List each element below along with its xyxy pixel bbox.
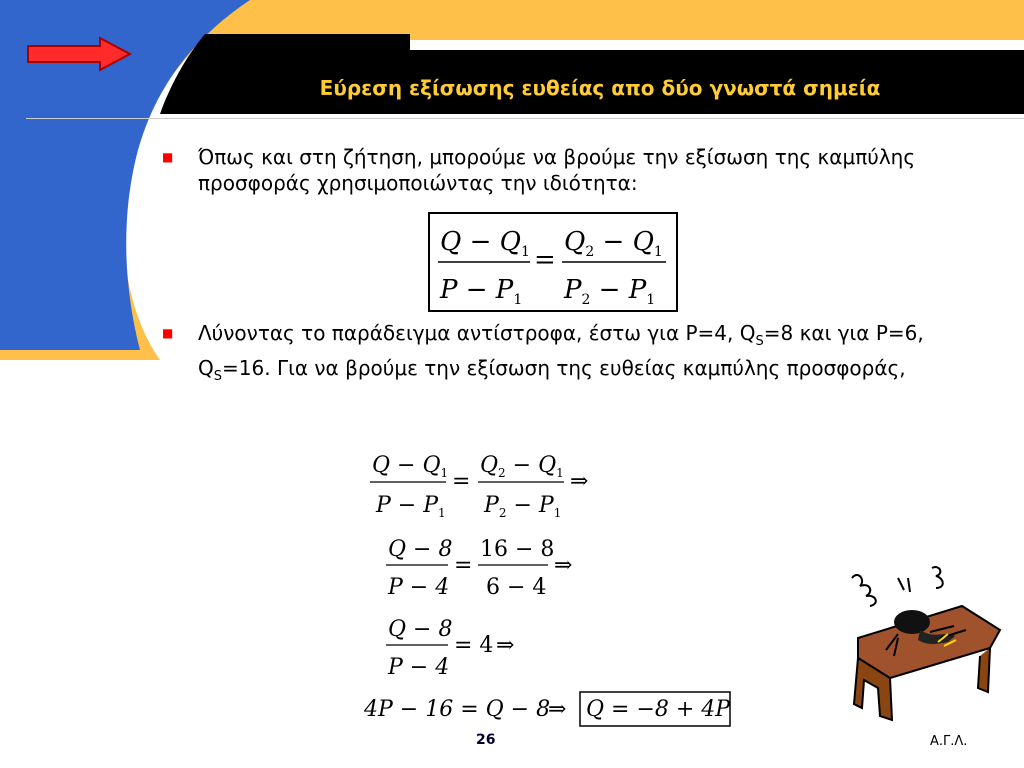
slide-number: 26 [476, 732, 496, 748]
square-bullet-icon: ■ [162, 326, 174, 340]
svg-text:⇒: ⇒ [548, 697, 567, 722]
result-equation: Q = −8 + 4P [586, 697, 731, 722]
svg-text:=: = [534, 245, 556, 275]
equation-step-2 [384, 528, 604, 606]
svg-text:⇒: ⇒ [496, 633, 515, 658]
svg-text:⇒: ⇒ [554, 553, 573, 578]
svg-text:P − 4: P − 4 [388, 575, 450, 600]
equation-step-3 [384, 610, 544, 686]
svg-text:6 − 4: 6 − 4 [486, 575, 547, 600]
svg-text:P − P1: $P - P_1$ [440, 275, 523, 308]
svg-text:Q2 − Q1: $Q_2 - Q_1$ [564, 227, 663, 260]
slide-title: Εύρεση εξίσωσης ευθείας απο δύο γνωστά σημεία [319, 76, 881, 100]
svg-text:P − P1: $P - P_1$ [376, 493, 446, 520]
svg-text:=: = [454, 553, 473, 578]
bullet-text: Όπως και στη ζήτηση, μπορούμε να βρούμε την εξίσωση της καμπύλης προσφοράς χρησιμοποιώντας την ιδιότητα: [198, 145, 916, 195]
svg-text:4P − 16 = Q − 8: 4P − 16 = Q − 8 [364, 697, 551, 722]
svg-text:Q2 − Q1: $Q_2 - Q_1$ [480, 453, 564, 480]
formula-lhs-num: Q − Q [440, 227, 521, 257]
svg-text:P2 − P1: $P_2 - P_1$ [564, 275, 656, 308]
equation-step-1 [366, 444, 616, 524]
square-bullet-icon: ■ [162, 150, 174, 164]
svg-text:P2 − P1: $P_2 - P_1$ [484, 493, 562, 520]
svg-text:Q − 8: Q − 8 [388, 617, 453, 642]
svg-text:Q − Q1: $Q - Q_1$ [372, 453, 449, 480]
equation-step-4 [360, 688, 740, 730]
svg-text:⇒: ⇒ [570, 469, 589, 494]
bullet-item-1 [162, 144, 988, 196]
formula-general [430, 214, 674, 308]
svg-text:Q − Q1: $Q - Q_1$ [440, 227, 530, 260]
title-divider [26, 118, 1024, 119]
author-initials: Α.Γ.Λ. [930, 734, 968, 749]
frustrated-person-desk-illustration [840, 560, 1010, 730]
svg-text:= 4: = 4 [454, 633, 494, 658]
svg-text:16 − 8: 16 − 8 [480, 537, 555, 562]
svg-text:P − 4: P − 4 [388, 655, 450, 680]
right-arrow-icon[interactable] [26, 36, 134, 72]
svg-text:Q − 8: Q − 8 [388, 537, 453, 562]
bullet-item-2: ■ Λύνοντας το παράδειγμα αντίστροφα, έστω για P=4, $Q_S=8$ και για P=6, $Q_S=16$. Για να βρούμε την εξίσωση της ευθείας καμπύλης προσφοράς, [162, 321, 924, 384]
svg-text:=: = [452, 469, 471, 494]
